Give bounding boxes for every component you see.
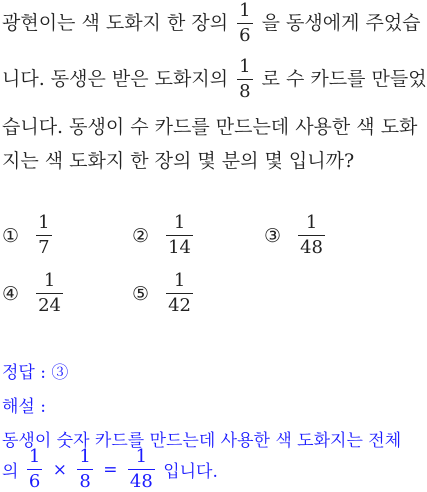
explanation-fraction-2 bbox=[77, 448, 92, 491]
explanation-line-2 bbox=[2, 448, 218, 491]
option-mark: ③ bbox=[264, 224, 282, 247]
problem-line-1-tail: 을 동생에게 주었습 bbox=[261, 12, 421, 34]
fraction-numerator: 1 bbox=[239, 56, 251, 77]
option-mark: ① bbox=[2, 224, 20, 247]
problem-line-2-tail: 로 수 카드를 만들었 bbox=[261, 68, 427, 90]
option-fraction bbox=[36, 272, 63, 315]
times-sign: × bbox=[52, 459, 67, 480]
fraction-denominator: 14 bbox=[168, 237, 191, 258]
fraction-bar bbox=[77, 469, 92, 470]
answer-label: 정답 : ③ bbox=[2, 363, 69, 383]
explanation-label: 해설 : bbox=[2, 397, 46, 417]
fraction-bar bbox=[166, 235, 193, 236]
problem-line-2-text: 니다. 동생은 받은 도화지의 bbox=[2, 68, 229, 90]
option-2[interactable] bbox=[132, 214, 196, 257]
fraction-denominator: 8 bbox=[79, 471, 91, 492]
fraction-bar bbox=[237, 79, 252, 80]
fraction-bar bbox=[128, 469, 155, 470]
option-mark: ④ bbox=[2, 282, 20, 305]
option-3[interactable] bbox=[264, 214, 328, 257]
problem-fraction-1 bbox=[237, 2, 252, 45]
problem-fraction-2 bbox=[237, 58, 252, 101]
fraction-bar bbox=[36, 235, 51, 236]
fraction-denominator: 48 bbox=[300, 237, 323, 258]
problem-line-2 bbox=[2, 58, 427, 101]
equals-sign: = bbox=[103, 459, 118, 480]
fraction-numerator: 1 bbox=[79, 446, 91, 467]
fraction-denominator: 6 bbox=[28, 471, 41, 492]
fraction-bar bbox=[27, 469, 42, 470]
option-mark: ② bbox=[132, 224, 150, 247]
explanation-line-1: 동생이 숫자 카드를 만드는데 사용한 색 도화지는 전체 bbox=[2, 431, 402, 451]
explanation-fraction-1 bbox=[27, 448, 42, 491]
fraction-denominator: 42 bbox=[168, 295, 191, 316]
problem-line-1-text: 광현이는 색 도화지 한 장의 bbox=[2, 12, 229, 34]
fraction-numerator: 1 bbox=[28, 446, 41, 467]
option-fraction bbox=[166, 272, 193, 315]
explanation-fraction-3 bbox=[128, 448, 155, 491]
explanation-suffix: 입니다. bbox=[163, 462, 218, 482]
fraction-denominator: 8 bbox=[239, 81, 251, 102]
fraction-numerator: 1 bbox=[239, 0, 251, 21]
fraction-bar bbox=[298, 235, 325, 236]
option-mark: ⑤ bbox=[132, 282, 150, 305]
option-4[interactable] bbox=[2, 272, 66, 315]
option-fraction bbox=[166, 214, 193, 257]
fraction-denominator: 7 bbox=[38, 237, 50, 258]
explanation-prefix: 의 bbox=[2, 462, 19, 482]
fraction-numerator: 1 bbox=[305, 212, 318, 233]
option-fraction bbox=[36, 214, 51, 257]
option-5[interactable] bbox=[132, 272, 196, 315]
option-1[interactable] bbox=[2, 214, 55, 257]
problem-line-4: 지는 색 도화지 한 장의 몇 분의 몇 입니까? bbox=[2, 150, 355, 172]
fraction-bar bbox=[237, 23, 252, 24]
fraction-bar bbox=[36, 293, 63, 294]
fraction-denominator: 48 bbox=[129, 471, 153, 492]
fraction-numerator: 1 bbox=[135, 446, 148, 467]
fraction-denominator: 6 bbox=[239, 25, 251, 46]
problem-line-1 bbox=[2, 2, 421, 45]
fraction-denominator: 24 bbox=[38, 295, 61, 316]
fraction-numerator: 1 bbox=[43, 270, 56, 291]
fraction-numerator: 1 bbox=[38, 212, 50, 233]
problem-line-3: 습니다. 동생이 수 카드를 만드는데 사용한 색 도화 bbox=[2, 116, 418, 138]
option-fraction bbox=[298, 214, 325, 257]
fraction-numerator: 1 bbox=[173, 270, 186, 291]
fraction-bar bbox=[166, 293, 193, 294]
fraction-numerator: 1 bbox=[173, 212, 186, 233]
